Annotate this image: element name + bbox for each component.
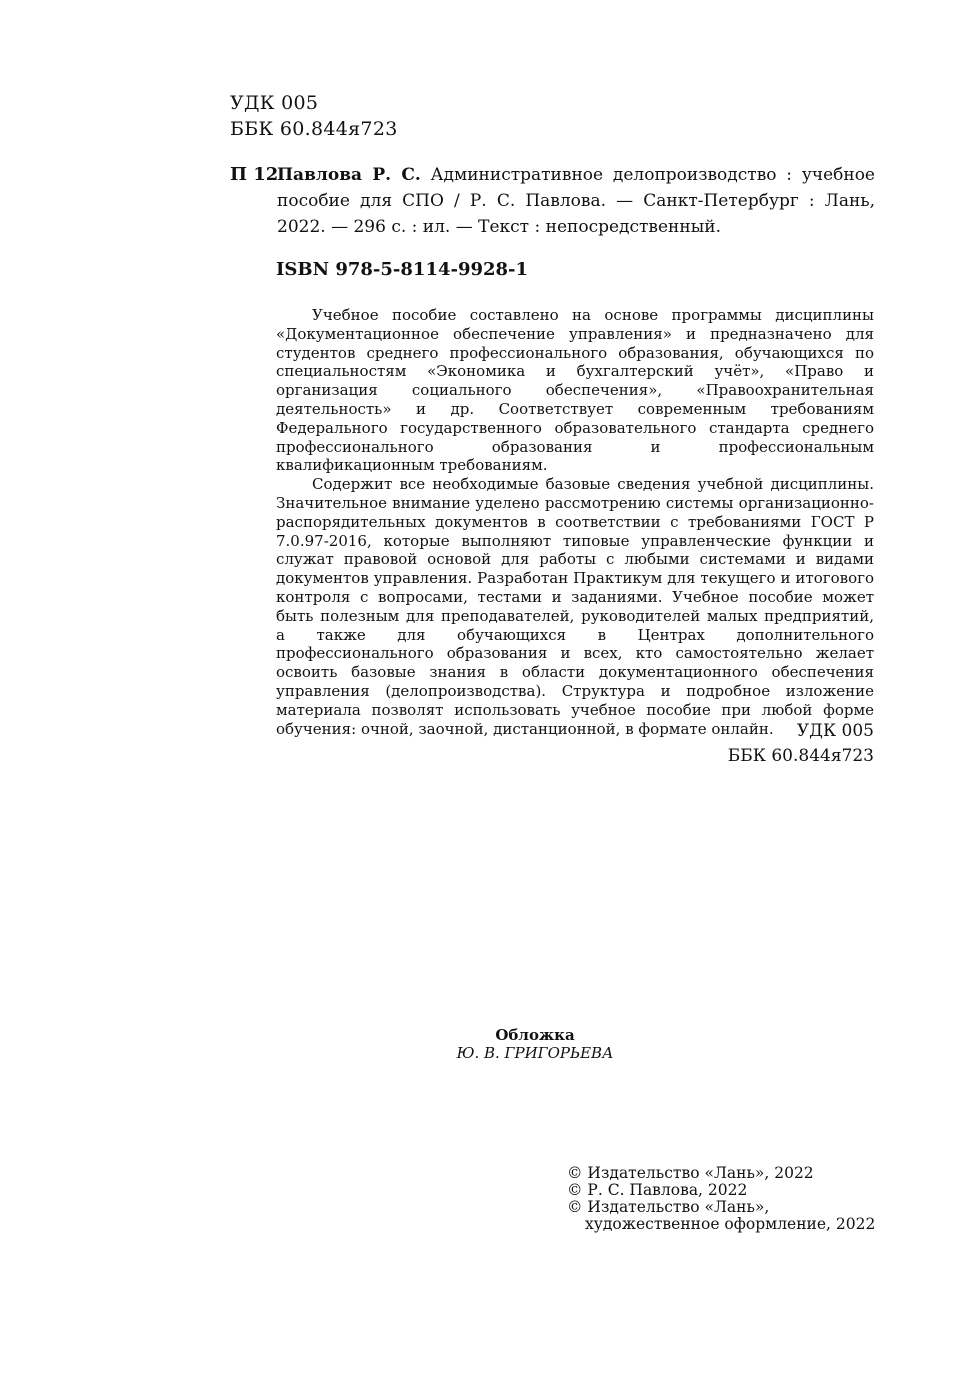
bbk-code: ББК 60.844я723 xyxy=(230,118,398,140)
catalog-text: Административное делопроизводство : учебное пособие для СПО / Р. С. Павлова. — Санкт-Петербург : Лань, 2022. — 296 с. : ил. — Текст : непосредственный. xyxy=(277,165,875,237)
udk-code: УДК 005 xyxy=(230,92,319,114)
copyright-publisher: © Издательство «Лань», 2022 xyxy=(567,1164,814,1182)
cover-designer: Ю. В. ГРИГОРЬЕВА xyxy=(456,1044,614,1062)
cover-label: Обложка xyxy=(495,1026,575,1044)
catalog-description xyxy=(277,162,875,240)
copyright-author: © Р. С. Павлова, 2022 xyxy=(567,1181,748,1199)
catalog-author: Павлова Р. С. xyxy=(277,165,421,185)
classification-codes-bottom xyxy=(600,719,874,769)
cover-credit xyxy=(430,1026,640,1062)
annotation-paragraph-2: Содержит все необходимые базовые сведения учебной дисциплины. Значительное внимание уделено рассмотрению системы организационно-распорядительных документов в соответствии с требованиями ГОСТ Р 7.0.97-2016, которые выполняют типовые управленческие функции и служат правовой основой для работы с любыми системами и видами документов управления. Разработан Практикум для текущего и итогового контроля с вопросами, тестами и заданиями. Учебное пособие может быть полезным для преподавателей, руководителей малых предприятий, а также для обучающихся в Центрах дополнительного профессионального образования и всех, кто самостоятельно желает освоить базовые знания в области документационного обеспечения управления (делопроизводства). Структура и подробное изложение материала позволят использовать учебное пособие при любой форме обучения: очной, заочной, дистанционной, в формате онлайн. xyxy=(276,475,874,738)
classification-codes-top xyxy=(230,90,398,142)
author-sign: П 12 xyxy=(230,164,279,185)
copyright-block xyxy=(567,1165,877,1233)
copyright-design-continued: художественное оформление, 2022 xyxy=(585,1215,876,1233)
catalog-entry xyxy=(230,162,875,240)
bbk-code-bottom: ББК 60.844я723 xyxy=(727,746,874,766)
annotation xyxy=(276,306,874,738)
isbn: ISBN 978-5-8114-9928-1 xyxy=(276,259,529,280)
copyright-design: © Издательство «Лань», xyxy=(567,1198,770,1216)
udk-code-bottom: УДК 005 xyxy=(796,721,874,741)
annotation-paragraph-1: Учебное пособие составлено на основе программы дисциплины «Документационное обеспечение управления» и предназначено для студентов среднего профессионального образования, обучающихся по специальностям «Экономика и бухгалтерский учёт», «Право и организация социального обеспечения», «Правоохранительная деятельность» и др. Соответствует современным требованиям Федерального государственного образовательного стандарта среднего профессионального образования и профессиональным квалификационным требованиям. xyxy=(276,306,874,475)
